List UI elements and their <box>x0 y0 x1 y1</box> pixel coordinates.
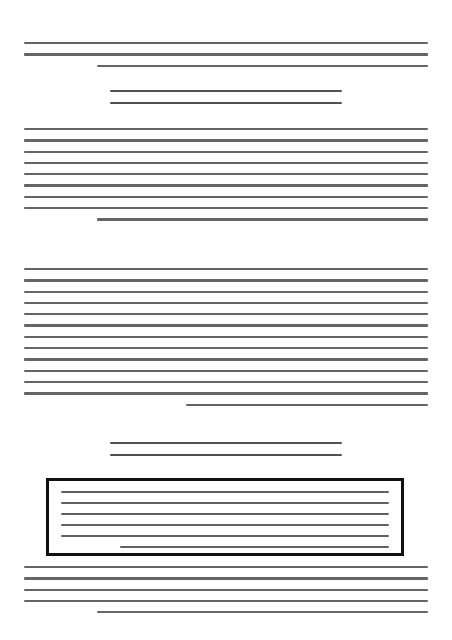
intro-paragraph <box>24 42 428 76</box>
closing-couplet <box>110 442 342 466</box>
body-paragraph-3 <box>24 566 428 622</box>
body-paragraph-1 <box>24 128 428 230</box>
opening-couplet <box>110 90 342 114</box>
bibliographic-box <box>46 478 404 556</box>
body-paragraph-2 <box>24 268 428 415</box>
